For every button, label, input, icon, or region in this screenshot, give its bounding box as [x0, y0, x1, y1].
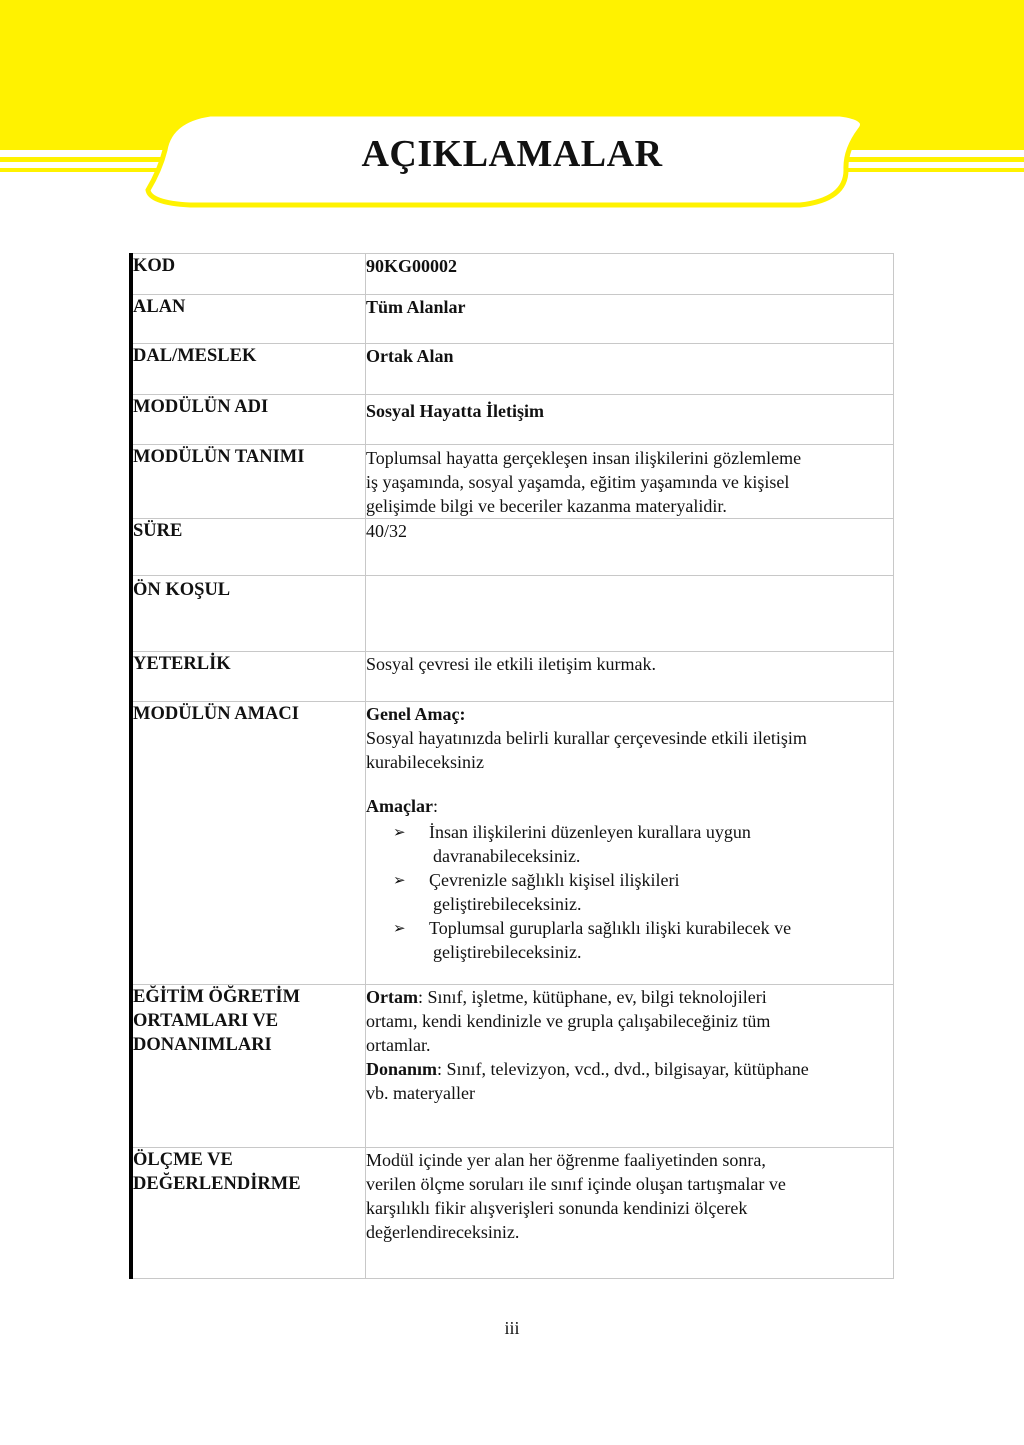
row-label-modul-tanimi: MODÜLÜN TANIMI	[131, 445, 366, 519]
row-label-modul-adi: MODÜLÜN ADI	[131, 395, 366, 445]
row-value-modul-adi: Sosyal Hayatta İletişim	[366, 395, 894, 445]
row-value-on-kosul	[366, 576, 894, 652]
row-label-olcme	[131, 1148, 366, 1279]
text-line: Toplumsal hayatta gerçekleşen insan ilişkilerini gözlemleme	[366, 448, 802, 468]
row-label-on-kosul: ÖN KOŞUL	[131, 576, 366, 652]
list-item	[393, 868, 893, 916]
text-line: vb. materyaller	[366, 1083, 475, 1103]
page-number: iii	[504, 1318, 520, 1338]
text-line	[366, 985, 893, 1009]
row-label-alan: ALAN	[131, 295, 366, 344]
label-line: DEĞERLENDİRME	[133, 1174, 301, 1194]
amaclar-colon: :	[432, 796, 438, 816]
page-title: AÇIKLAMALAR	[361, 133, 663, 175]
text-line: Modül içinde yer alan her öğrenme faaliyetinden sonra,	[366, 1150, 766, 1170]
text-line	[366, 1057, 893, 1081]
row-label-dal: DAL/MESLEK	[131, 344, 366, 395]
text-line: gelişimde bilgi ve beceriler kazanma materyalidir.	[366, 496, 727, 516]
goal-line: Toplumsal guruplarla sağlıklı ilişki kurabilecek ve	[429, 918, 792, 938]
donanim-text: : Sınıf, televizyon, vcd., dvd., bilgisayar, kütüphane	[437, 1059, 809, 1079]
goals-list	[366, 820, 893, 964]
text-line: ortamı, kendi kendinizle ve grupla çalışabileceğiniz tüm	[366, 1011, 771, 1031]
text-line: iş yaşamında, sosyal yaşamda, eğitim yaşamında ve kişisel	[366, 472, 790, 492]
table-row	[131, 702, 894, 985]
list-item	[393, 916, 893, 964]
text-line: Sosyal hayatınızda belirli kurallar çerçevesinde etkili iletişim	[366, 728, 807, 748]
text-line: ortamlar.	[366, 1035, 431, 1055]
table-row	[131, 295, 894, 344]
table-row	[131, 344, 894, 395]
row-value-olcme	[366, 1148, 894, 1279]
row-value-yeterlik: Sosyal çevresi ile etkili iletişim kurmak.	[366, 652, 894, 702]
donanim-heading: Donanım	[366, 1059, 438, 1079]
row-value-sure: 40/32	[366, 519, 894, 576]
ortam-text: : Sınıf, işletme, kütüphane, ev, bilgi teknolojileri	[417, 987, 767, 1007]
text-line: kurabileceksiniz	[366, 752, 484, 772]
arrow-bullet-icon: ➢	[393, 823, 406, 841]
text-line: karşılıklı fikir alışverişleri sonunda kendinizi ölçerek	[366, 1198, 748, 1218]
goal-line: geliştirebileceksiniz.	[433, 942, 582, 962]
table-row	[131, 1148, 894, 1279]
label-line: ORTAMLARI VE	[133, 1011, 279, 1031]
text-line: değerlendireceksiniz.	[366, 1222, 520, 1242]
amaclar-heading-line	[366, 794, 893, 818]
amaclar-heading: Amaçlar	[366, 796, 433, 816]
row-label-yeterlik: YETERLİK	[131, 652, 366, 702]
label-line: EĞİTİM ÖĞRETİM	[133, 987, 301, 1007]
table-row	[131, 519, 894, 576]
ortam-heading: Ortam	[366, 987, 418, 1007]
list-item	[393, 820, 893, 868]
row-label-kod: KOD	[131, 254, 366, 295]
row-label-ortamlar	[131, 985, 366, 1148]
label-line: ÖLÇME VE	[133, 1150, 233, 1170]
table-row	[131, 445, 894, 519]
arrow-bullet-icon: ➢	[393, 919, 406, 937]
row-value-modul-tanimi	[366, 445, 894, 519]
module-info-table	[129, 253, 894, 1279]
row-value-modul-amaci	[366, 702, 894, 985]
goal-line: geliştirebileceksiniz.	[433, 894, 582, 914]
genel-amac-heading: Genel Amaç:	[366, 704, 466, 724]
row-value-kod: 90KG00002	[366, 254, 894, 295]
row-value-alan: Tüm Alanlar	[366, 295, 894, 344]
text-line: verilen ölçme soruları ile sınıf içinde oluşan tartışmalar ve	[366, 1174, 786, 1194]
table-row	[131, 395, 894, 445]
table-row	[131, 652, 894, 702]
goal-line: Çevrenizle sağlıklı kişisel ilişkileri	[429, 870, 680, 890]
row-label-sure: SÜRE	[131, 519, 366, 576]
label-line: DONANIMLARI	[133, 1035, 272, 1055]
table-row	[131, 254, 894, 295]
table-row	[131, 576, 894, 652]
row-value-dal: Ortak Alan	[366, 344, 894, 395]
row-value-ortamlar	[366, 985, 894, 1148]
goal-line: davranabileceksiniz.	[433, 846, 581, 866]
row-label-modul-amaci: MODÜLÜN AMACI	[131, 702, 366, 985]
arrow-bullet-icon: ➢	[393, 871, 406, 889]
goal-line: İnsan ilişkilerini düzenleyen kurallara uygun	[429, 822, 751, 842]
header-banner	[0, 0, 1024, 215]
table-row	[131, 985, 894, 1148]
